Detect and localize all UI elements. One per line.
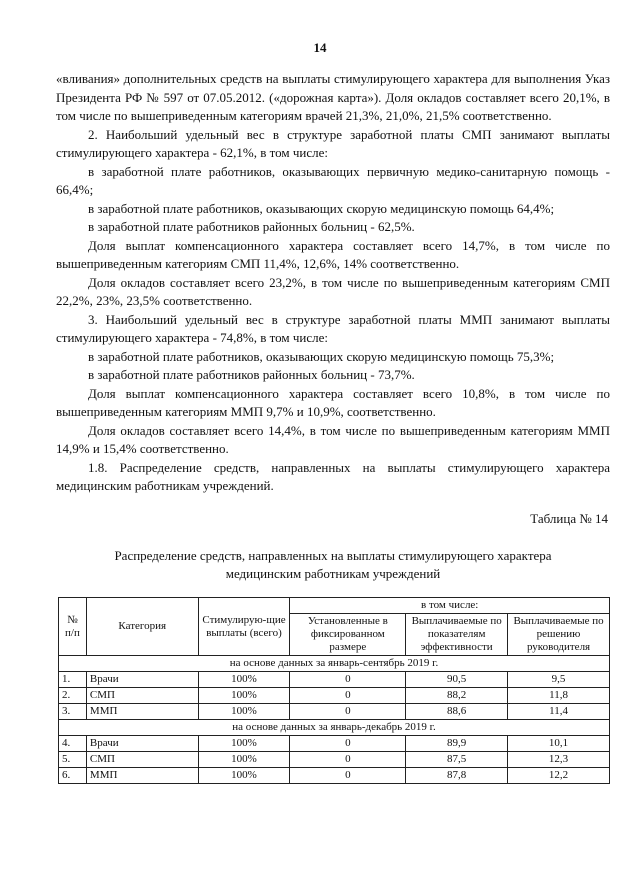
body-text — [56, 70, 610, 496]
paragraph: 1.8. Распределение средств, направленных на выплаты стимулирующего характера медицинским работникам учреждений. — [56, 459, 610, 493]
table-row — [59, 768, 610, 784]
cell-fixed: 0 — [290, 704, 406, 720]
table-row — [59, 736, 610, 752]
cell-efficiency: 88,6 — [406, 704, 508, 720]
cell-decision: 10,1 — [508, 736, 610, 752]
page-number: 14 — [313, 40, 327, 55]
paragraph: Доля выплат компенсационного характера составляет всего 14,7%, в том числе по вышеприведенным категориям СМП 11,4%, 12,6%, 14% соответственно. — [56, 237, 610, 271]
section-title: на основе данных за январь-декабрь 2019 г. — [59, 720, 610, 736]
paragraph: Доля окладов составляет всего 14,4%, в том числе по вышеприведенным категориям ММП 14,9% и 15,4% соответственно. — [56, 422, 610, 456]
distribution-table — [58, 597, 610, 784]
cell-category: СМП — [86, 752, 198, 768]
cell-num: 3. — [59, 704, 87, 720]
paragraph: Доля окладов составляет всего 23,2%, в том числе по вышеприведенным категориям СМП 22,2%, 23%, 23,5% соответственно. — [56, 274, 610, 308]
cell-category: Врачи — [86, 736, 198, 752]
cell-fixed: 0 — [290, 752, 406, 768]
cell-category: Врачи — [86, 672, 198, 688]
cell-num: 6. — [59, 768, 87, 784]
cell-category: ММП — [86, 768, 198, 784]
header-fixed: Установленные в фиксированном размере — [290, 614, 406, 656]
paragraph: Доля выплат компенсационного характера составляет всего 10,8%, в том числе по вышеприведенным категориям ММП 9,7% и 10,9%, соответственно. — [56, 385, 610, 419]
cell-total: 100% — [198, 688, 290, 704]
cell-efficiency: 87,5 — [406, 752, 508, 768]
paragraph: 3. Наибольший удельный вес в структуре заработной платы ММП занимают выплаты стимулирующего характера - 74,8%, в том числе: — [56, 311, 610, 345]
cell-total: 100% — [198, 768, 290, 784]
header-category: Категория — [86, 598, 198, 656]
paragraph: в заработной плате работников, оказывающих скорую медицинскую помощь 64,4%; — [88, 200, 555, 216]
cell-efficiency: 89,9 — [406, 736, 508, 752]
table-row — [59, 672, 610, 688]
cell-category: СМП — [86, 688, 198, 704]
section-row — [59, 656, 610, 672]
cell-decision: 9,5 — [508, 672, 610, 688]
table-row — [59, 752, 610, 768]
cell-decision: 12,2 — [508, 768, 610, 784]
cell-num: 4. — [59, 736, 87, 752]
cell-total: 100% — [198, 736, 290, 752]
cell-fixed: 0 — [290, 736, 406, 752]
cell-decision: 11,8 — [508, 688, 610, 704]
header-group: в том числе: — [290, 598, 610, 614]
paragraph: «вливания» дополнительных средств на выплаты стимулирующего характера для выполнения Указ Президента РФ № 597 от 07.05.2012. («дорожная карта»). Доля окладов составляет всего 20,1%, в том числе по вышеприведенным категориям врачей 21,3%, 21,0%, 21,5% соответственно. — [56, 71, 610, 123]
paragraph: 2. Наибольший удельный вес в структуре заработной платы СМП занимают выплаты стимулирующего характера - 62,1%, в том числе: — [56, 126, 610, 160]
section-title: на основе данных за январь-сентябрь 2019 г. — [59, 656, 610, 672]
header-num: № п/п — [59, 598, 87, 656]
cell-total: 100% — [198, 752, 290, 768]
cell-fixed: 0 — [290, 768, 406, 784]
cell-num: 5. — [59, 752, 87, 768]
cell-decision: 11,4 — [508, 704, 610, 720]
cell-decision: 12,3 — [508, 752, 610, 768]
paragraph: в заработной плате работников районных больниц - 62,5%. — [88, 219, 415, 234]
paragraph: в заработной плате работников, оказывающих скорую медицинскую помощь 75,3%; — [88, 348, 555, 364]
table-row — [59, 688, 610, 704]
section-row — [59, 720, 610, 736]
paragraph: в заработной плате работников районных больниц - 73,7%. — [88, 367, 415, 382]
header-total: Стимулирую-щие выплаты (всего) — [198, 598, 290, 656]
cell-total: 100% — [198, 672, 290, 688]
cell-num: 1. — [59, 672, 87, 688]
table-label: Таблица № 14 — [530, 511, 608, 526]
cell-efficiency: 87,8 — [406, 768, 508, 784]
paragraph: в заработной плате работников, оказывающих первичную медико-санитарную помощь - 66,4%; — [56, 163, 610, 197]
table-title — [56, 547, 610, 583]
table-title-line: Распределение средств, направленных на выплаты стимулирующего характера — [114, 548, 552, 563]
cell-fixed: 0 — [290, 672, 406, 688]
cell-efficiency: 90,5 — [406, 672, 508, 688]
table-title-line: медицинским работникам учреждений — [225, 566, 441, 581]
cell-fixed: 0 — [290, 688, 406, 704]
header-efficiency: Выплачиваемые по показателям эффективности — [406, 614, 508, 656]
cell-num: 2. — [59, 688, 87, 704]
cell-efficiency: 88,2 — [406, 688, 508, 704]
table-row — [59, 704, 610, 720]
header-decision: Выплачиваемые по решению руководителя — [508, 614, 610, 656]
cell-total: 100% — [198, 704, 290, 720]
cell-category: ММП — [86, 704, 198, 720]
table-header-row — [59, 598, 610, 614]
